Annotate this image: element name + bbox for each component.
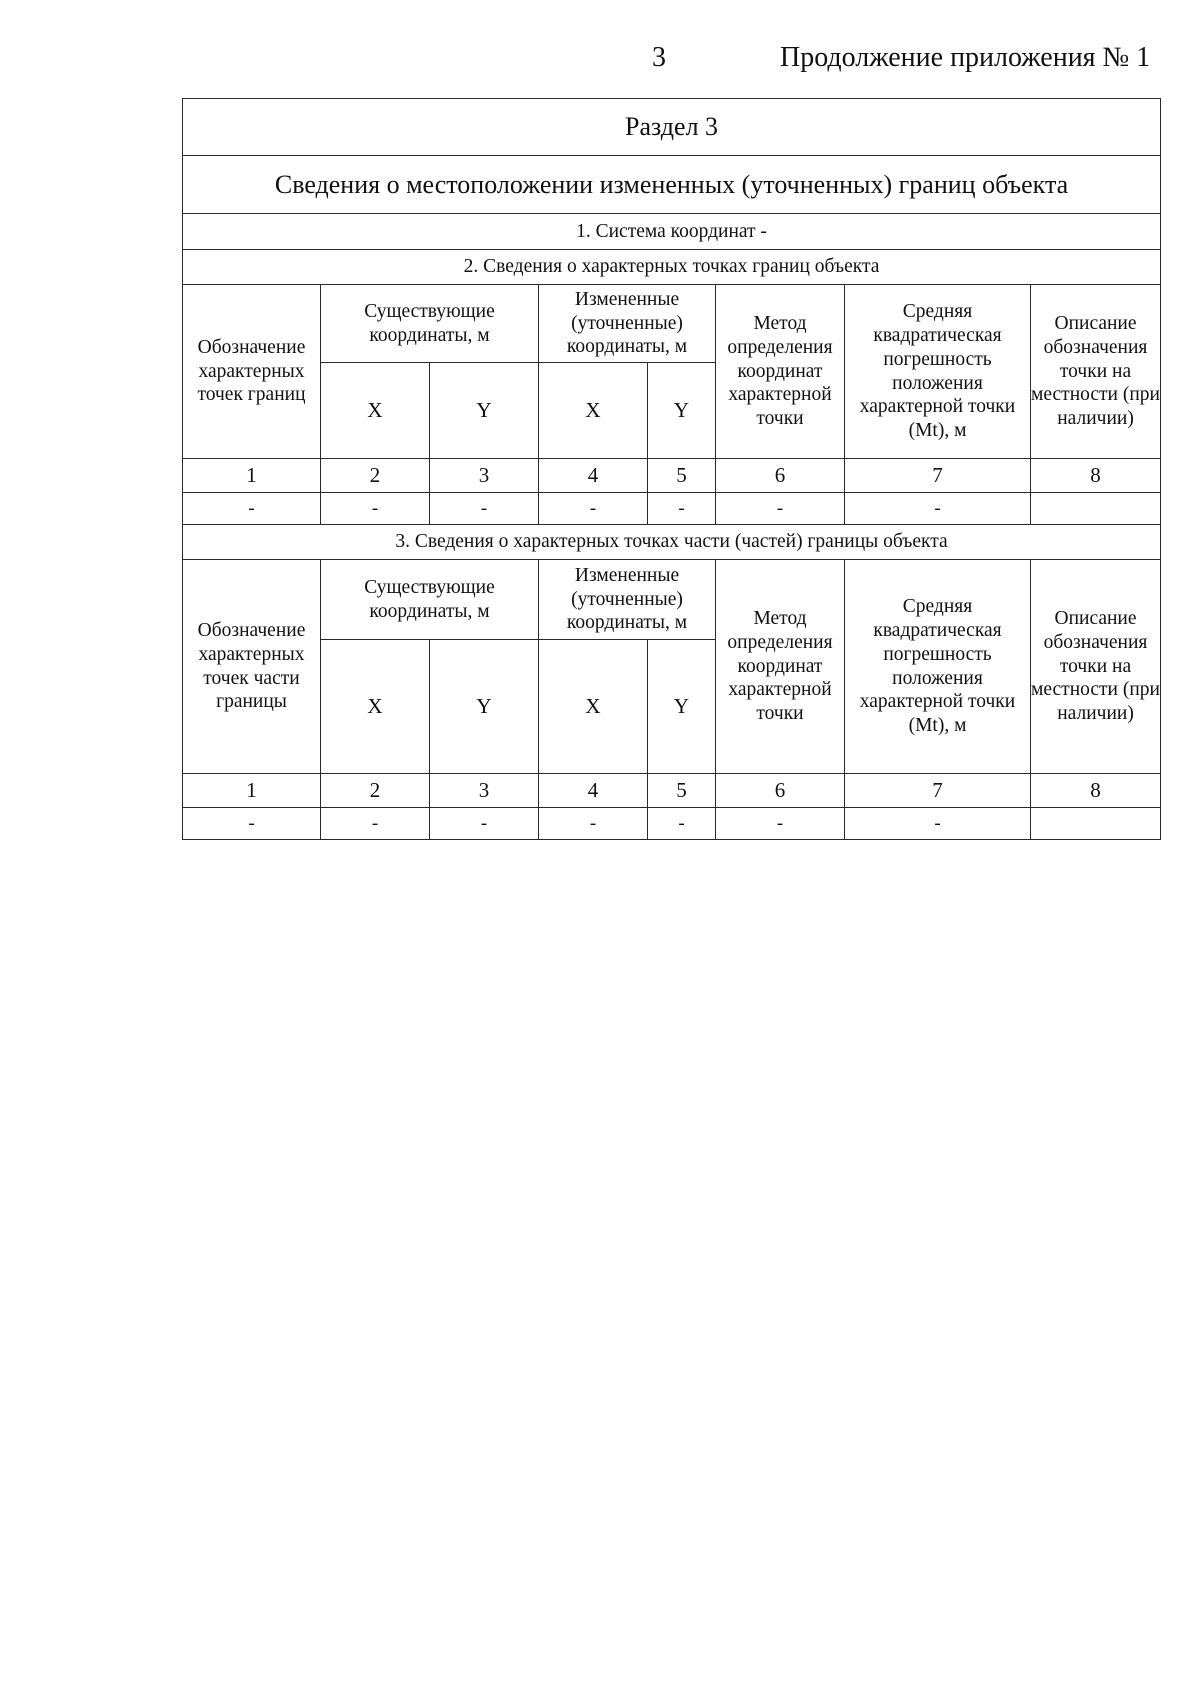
table1-cell: - [716, 493, 845, 525]
section-subtitle: Сведения о местоположении измененных (уточненных) границ объекта [183, 156, 1161, 214]
table1-axis-y-existing: Y [430, 363, 539, 459]
page-number: 3 [652, 42, 666, 73]
table2-col-number: 6 [716, 774, 845, 808]
table2-col-existing: Существующие координаты, м [321, 560, 539, 640]
table1-col-number: 5 [648, 459, 716, 493]
appendix-label: Продолжение приложения № 1 [780, 42, 1151, 73]
table1-cell: - [183, 493, 321, 525]
table1-col-changed: Измененные (уточненные) координаты, м [539, 285, 716, 363]
table1-axis-x-changed: X [539, 363, 648, 459]
table1-col-existing: Существующие координаты, м [321, 285, 539, 363]
table2-caption: 3. Сведения о характерных точках части (частей) границы объекта [183, 525, 1161, 560]
table2-axis-x-changed: X [539, 640, 648, 774]
table1-cell: - [321, 493, 430, 525]
table2-axis-x-existing: X [321, 640, 430, 774]
table2-axis-y-existing: Y [430, 640, 539, 774]
table1-cell: - [430, 493, 539, 525]
table1-col-method: Метод определения координат характерной точки [716, 285, 845, 459]
table2-col-number: 8 [1031, 774, 1161, 808]
table1-col-designation: Обозначение характерных точек границ [183, 285, 321, 459]
table2-col-number: 5 [648, 774, 716, 808]
table2-cell: - [539, 808, 648, 840]
section-3-sheet [182, 98, 1160, 840]
table1-cell: - [539, 493, 648, 525]
table2-axis-y-changed: Y [648, 640, 716, 774]
table1-col-number: 8 [1031, 459, 1161, 493]
table1-col-description: Описание обозначения точки на местности (при наличии) [1031, 285, 1161, 459]
table1-col-number: 1 [183, 459, 321, 493]
coordinate-system: 1. Система координат - [183, 214, 1161, 250]
table2-cell: - [845, 808, 1031, 840]
table1-col-number: 2 [321, 459, 430, 493]
table2-col-designation: Обозначение характерных точек части границы [183, 560, 321, 774]
table2-cell: - [648, 808, 716, 840]
table1-col-number: 6 [716, 459, 845, 493]
table2-cell: - [183, 808, 321, 840]
table2-col-error: Средняя квадратическая погрешность положения характерной точки (Mt), м [845, 560, 1031, 774]
table2-cell: - [430, 808, 539, 840]
table2-col-method: Метод определения координат характерной точки [716, 560, 845, 774]
table2-col-number: 1 [183, 774, 321, 808]
section-3-table [182, 98, 1161, 840]
table1-col-number: 7 [845, 459, 1031, 493]
table1-col-number: 3 [430, 459, 539, 493]
table1-cell: - [648, 493, 716, 525]
table2-col-description: Описание обозначения точки на местности (при наличии) [1031, 560, 1161, 774]
table1-cell [1031, 493, 1161, 525]
table2-cell [1031, 808, 1161, 840]
table1-col-number: 4 [539, 459, 648, 493]
table1-caption: 2. Сведения о характерных точках границ объекта [183, 250, 1161, 285]
section-title: Раздел 3 [183, 99, 1161, 156]
table1-axis-y-changed: Y [648, 363, 716, 459]
table2-col-number: 4 [539, 774, 648, 808]
table2-col-number: 7 [845, 774, 1031, 808]
table1-col-error: Средняя квадратическая погрешность положения характерной точки (Mt), м [845, 285, 1031, 459]
table2-col-changed: Измененные (уточненные) координаты, м [539, 560, 716, 640]
table1-cell: - [845, 493, 1031, 525]
table1-axis-x-existing: X [321, 363, 430, 459]
table2-cell: - [716, 808, 845, 840]
table2-col-number: 3 [430, 774, 539, 808]
table2-cell: - [321, 808, 430, 840]
table2-col-number: 2 [321, 774, 430, 808]
